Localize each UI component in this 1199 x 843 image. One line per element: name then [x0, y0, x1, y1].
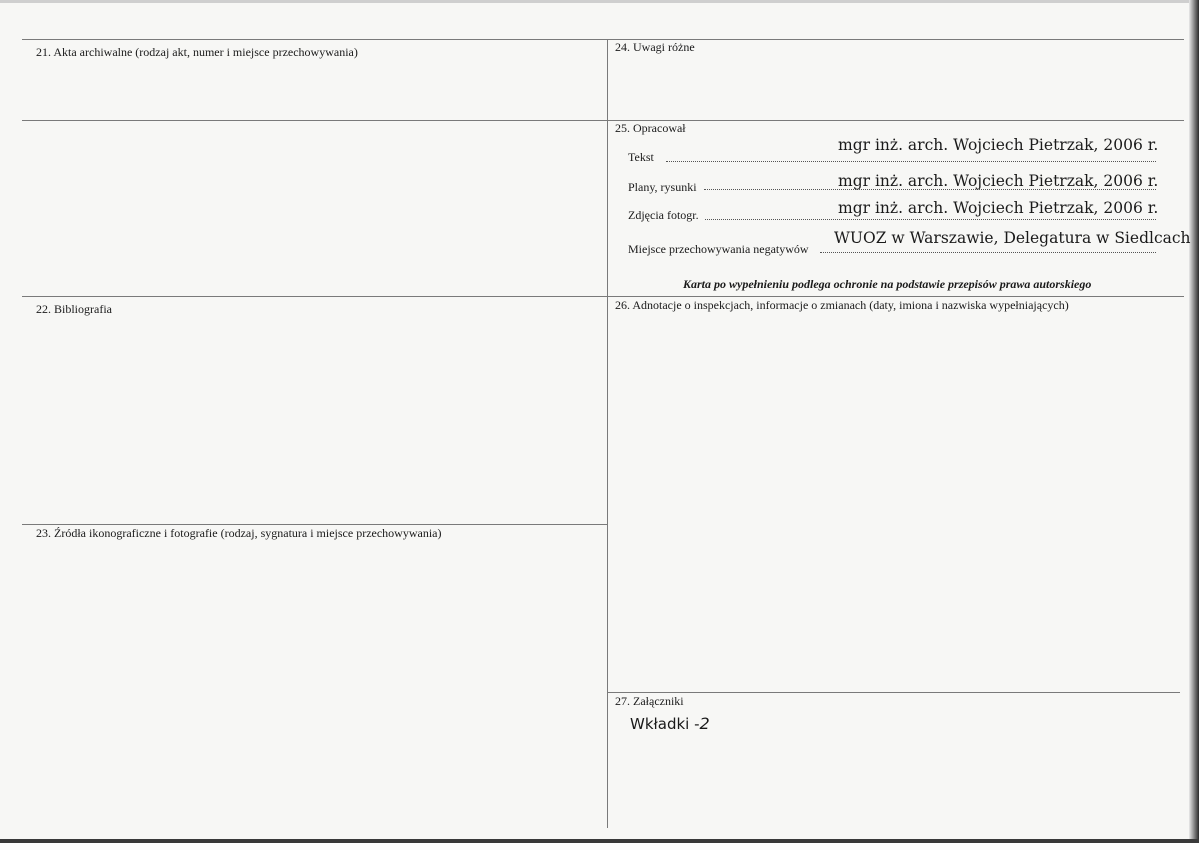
row-text-dots	[666, 161, 1156, 162]
section-24-label: 24. Uwagi różne	[615, 40, 695, 54]
rule-top	[22, 39, 1184, 40]
row-text-label: Tekst	[628, 150, 654, 164]
section-23-label: 23. Źródła ikonograficzne i fotografie (rodzaj, sygnatura i miejsce przechowywania)	[36, 526, 442, 540]
column-divider	[607, 39, 608, 828]
row-text-value: mgr inż. arch. Wojciech Pietrzak, 2006 r.	[838, 136, 1159, 154]
rule-21-bottom	[22, 120, 607, 121]
scan-bottom-edge	[0, 839, 1199, 843]
rule-mid	[22, 296, 1184, 297]
section-21-label: 21. Akta archiwalne (rodzaj akt, numer i miejsce przechowywania)	[36, 45, 358, 59]
row-negatives-value: WUOZ w Warszawie, Delegatura w Siedlcach	[834, 229, 1191, 247]
row-plans-label: Plany, rysunki	[628, 180, 697, 194]
row-negatives-dots	[820, 252, 1156, 253]
scan-top-edge	[0, 0, 1199, 3]
row-plans-value: mgr inż. arch. Wojciech Pietrzak, 2006 r.	[838, 172, 1159, 190]
section-25-label: 25. Opracował	[615, 121, 686, 135]
attachments-value	[630, 714, 710, 733]
attachments-printed: Wkładki -	[630, 715, 700, 733]
section-26-label: 26. Adnotacje o inspekcjach, informacje o zmianach (daty, imiona i nazwiska wypełniających)	[615, 298, 1069, 312]
rule-22-bottom	[22, 524, 607, 525]
attachments-handwritten: 2	[699, 714, 710, 733]
rule-24-bottom	[607, 120, 1184, 121]
row-photos-value: mgr inż. arch. Wojciech Pietrzak, 2006 r.	[838, 199, 1159, 217]
copyright-note: Karta po wypełnieniu podlega ochronie na podstawie przepisów prawa autorskiego	[683, 277, 1092, 291]
row-photos-dots	[705, 219, 1156, 220]
section-27-label: 27. Załączniki	[615, 694, 684, 708]
row-negatives-label: Miejsce przechowywania negatywów	[628, 242, 809, 256]
row-photos-label: Zdjęcia fotogr.	[628, 208, 699, 222]
rule-26-bottom	[607, 692, 1180, 693]
scan-right-edge	[1189, 0, 1199, 843]
section-22-label: 22. Bibliografia	[36, 302, 112, 316]
